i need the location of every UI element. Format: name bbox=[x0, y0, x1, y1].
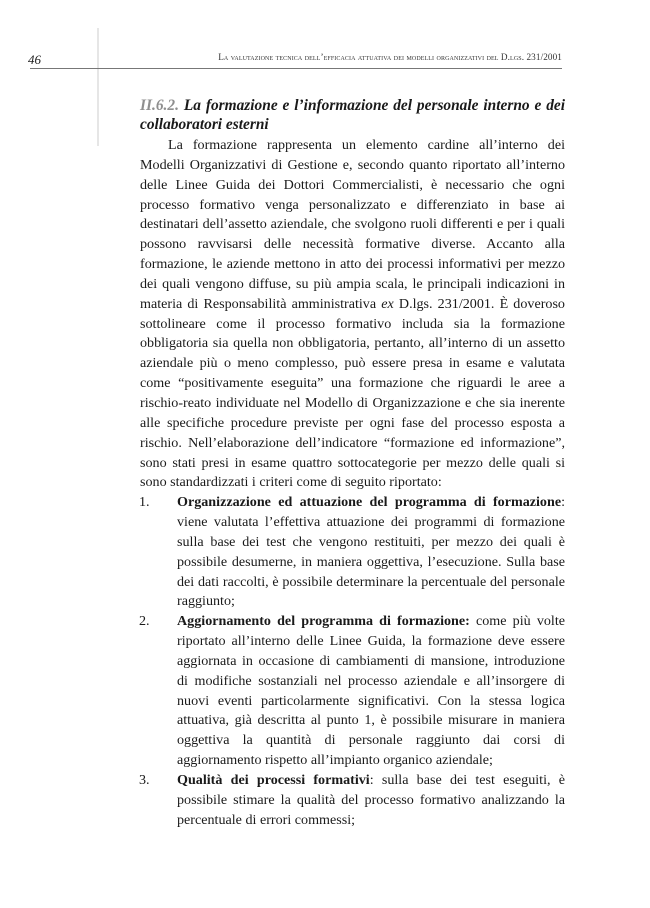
list-item-text bbox=[177, 771, 565, 831]
list-item bbox=[140, 612, 565, 771]
list-item-title: Organizzazione ed attuazione del programma di formazione bbox=[177, 494, 562, 511]
list-item-body: : sulla base dei test eseguiti, è possibile stimare la qualità del processo formativo analizzando la percentuale di errori commessi; bbox=[177, 772, 565, 828]
paragraph-part-2: D.lgs. 231/2001. È doveroso sottolineare come il processo formativo includa sia la formazione obbligatoria sia quella non obbligatoria, pertanto, all’interno di un assetto aziendale più o meno complesso, può essere presa in esame e valutata come “positivamente eseguita” una formazione che riguardi le aree a rischio-reato individuate nel Modello di Organizzazione e che sia inerente alle specifiche procedure previste per ogni fase del processo esposta a rischio. Nell’elaborazione dell’indicatore “formazione ed informazione”, sono stati presi in esame quattro sottocategorie per mezzo delle quali si sono standardizzati i criteri come di seguito riportato: bbox=[140, 295, 565, 491]
list-item-text bbox=[177, 493, 565, 612]
page-number: 46 bbox=[28, 52, 41, 67]
section-heading bbox=[140, 96, 565, 134]
paragraph-part-1: La formazione rappresenta un elemento cardine all’interno dei Modelli Organizzativi di Gestione e, secondo quanto riportato all’interno delle Linee Guida dei Dottori Commercialisti, è necessario che ogni processo formativo venga personalizzato e differenziato in base ai destinatari dell’assetto aziendale, che svolgono ruoli differenti e per i quali possono ravvisarsi delle necessità formative diverse. Accanto alla formazione, le aziende mettono in atto dei processi informativi per mezzo dei quali vengono diffuse, su più ampia scala, le principali indicazioni in materia di Responsabilità amministrativa bbox=[140, 137, 565, 312]
section-title: La formazione e l’informazione del personale interno e dei collaboratori esterni bbox=[140, 97, 565, 133]
list-item-title: Qualità dei processi formativi bbox=[177, 772, 370, 788]
list-item-number: 3. bbox=[139, 772, 150, 788]
list-item-body: : viene valutata l’effettiva attuazione dei programmi di formazione sulla base dei test che vengono restituiti, per mezzo dei quali è possibile desumerne, in maniera oggettiva, l’esecuzione. Sulla base dei dati raccolti, è possibile determinare la percentuale del personale raggiunto; bbox=[177, 494, 565, 610]
list-item-body: come più volte riportato all’interno delle Linee Guida, la formazione deve essere aggiornata in occasione di cambiamenti di mansione, introduzione di modifiche sostanziali nel processo aziendale e all’insorgere di nuovi eventi particolarmente significativi. Con la stessa logica attuativa, già descritta al punto 1, è possibile misurare in maniera oggettiva la quantità di personale raggiunto dai corsi di aggiornamento rispetto all’impianto organico aziendale; bbox=[177, 613, 566, 769]
list-item-number: 2. bbox=[139, 613, 150, 630]
gutter-shadow bbox=[97, 28, 99, 146]
criteria-list bbox=[140, 493, 565, 830]
list-item-text bbox=[177, 612, 565, 771]
page-content bbox=[140, 96, 565, 831]
list-item bbox=[140, 771, 565, 831]
section-number: II.6.2. bbox=[140, 97, 179, 114]
body-paragraph bbox=[140, 136, 565, 493]
running-header: La valutazione tecnica dell’efficacia attuativa dei modelli organizzativi del D.lgs. 231/2001 bbox=[218, 52, 562, 62]
list-item-title: Aggiornamento del programma di formazione: bbox=[177, 613, 470, 630]
list-item bbox=[140, 493, 565, 612]
paragraph-ex: ex bbox=[381, 295, 394, 312]
list-item-number: 1. bbox=[139, 494, 150, 511]
header-rule bbox=[30, 68, 562, 69]
